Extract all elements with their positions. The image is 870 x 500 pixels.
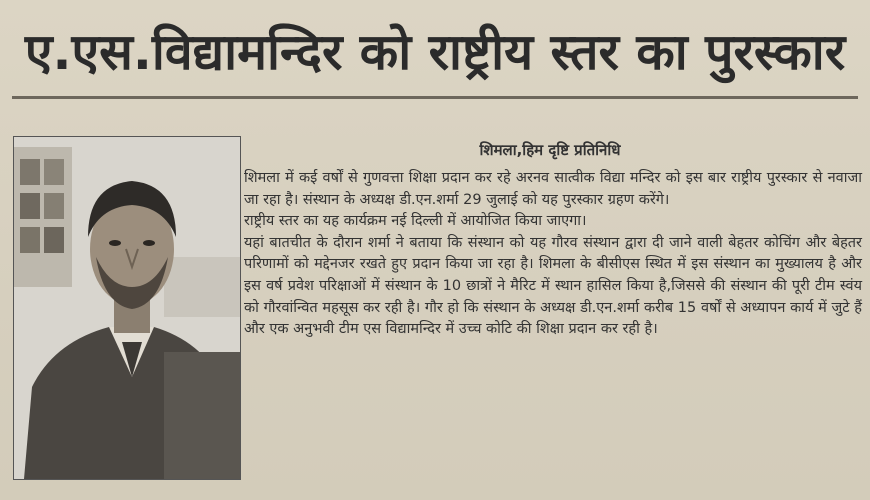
byline: शिमला,हिम दृष्टि प्रतिनिधि — [479, 141, 621, 159]
paragraph: शिमला में कई वर्षों से गुणवत्ता शिक्षा प्रदान कर रहे अरनव सात्वीक विद्या मन्दिर को इस बार राष्ट्रीय पुरस्कार से नवाजा जा रहा है। संस्थान के अध्यक्ष डी.एन.शर्मा 29 जुलाई को यह पुरस्कार ग्रहण करेंगे। — [244, 170, 862, 208]
person-photo-icon — [14, 137, 240, 479]
paragraph: यहां बातचीत के दौरान शर्मा ने बताया कि संस्थान को यह गौरव संस्थान द्वारा दी जाने वाली बेहतर कोचिंग और बेहतर परिणामों को मद्देनजर रखते हुए प्रदान किया जा रहा है। शिमला के बीसीएस स्थित में इस संस्थान का मुख्यालय है और इस वर्ष प्रवेश परिक्षाओं में संस्थान के 10 छात्रों ने मैरिट में स्थान हासिल किया है,जिससे की संस्थान की पूरी टीम स्वंय को गौरवांन्वित महसूस कर रही है। गौर हो कि संस्थान के अध्यक्ष डी.एन.शर्मा करीब 15 वर्षों से अध्यापन कार्य में जुटे हैं और एक अनुभवी टीम एस विद्यामन्दिर में उच्च कोटि की शिक्षा प्रदान कर रही है। — [244, 234, 862, 338]
article-body — [244, 168, 862, 341]
person-photo — [13, 136, 241, 480]
headline-rule — [12, 96, 858, 99]
headline: ए.एस.विद्यामन्दिर को राष्ट्रीय स्तर का पुरस्कार — [24, 23, 846, 81]
paragraph: राष्ट्रीय स्तर का यह कार्यक्रम नई दिल्ली में आयोजित किया जाएगा। — [244, 213, 587, 230]
